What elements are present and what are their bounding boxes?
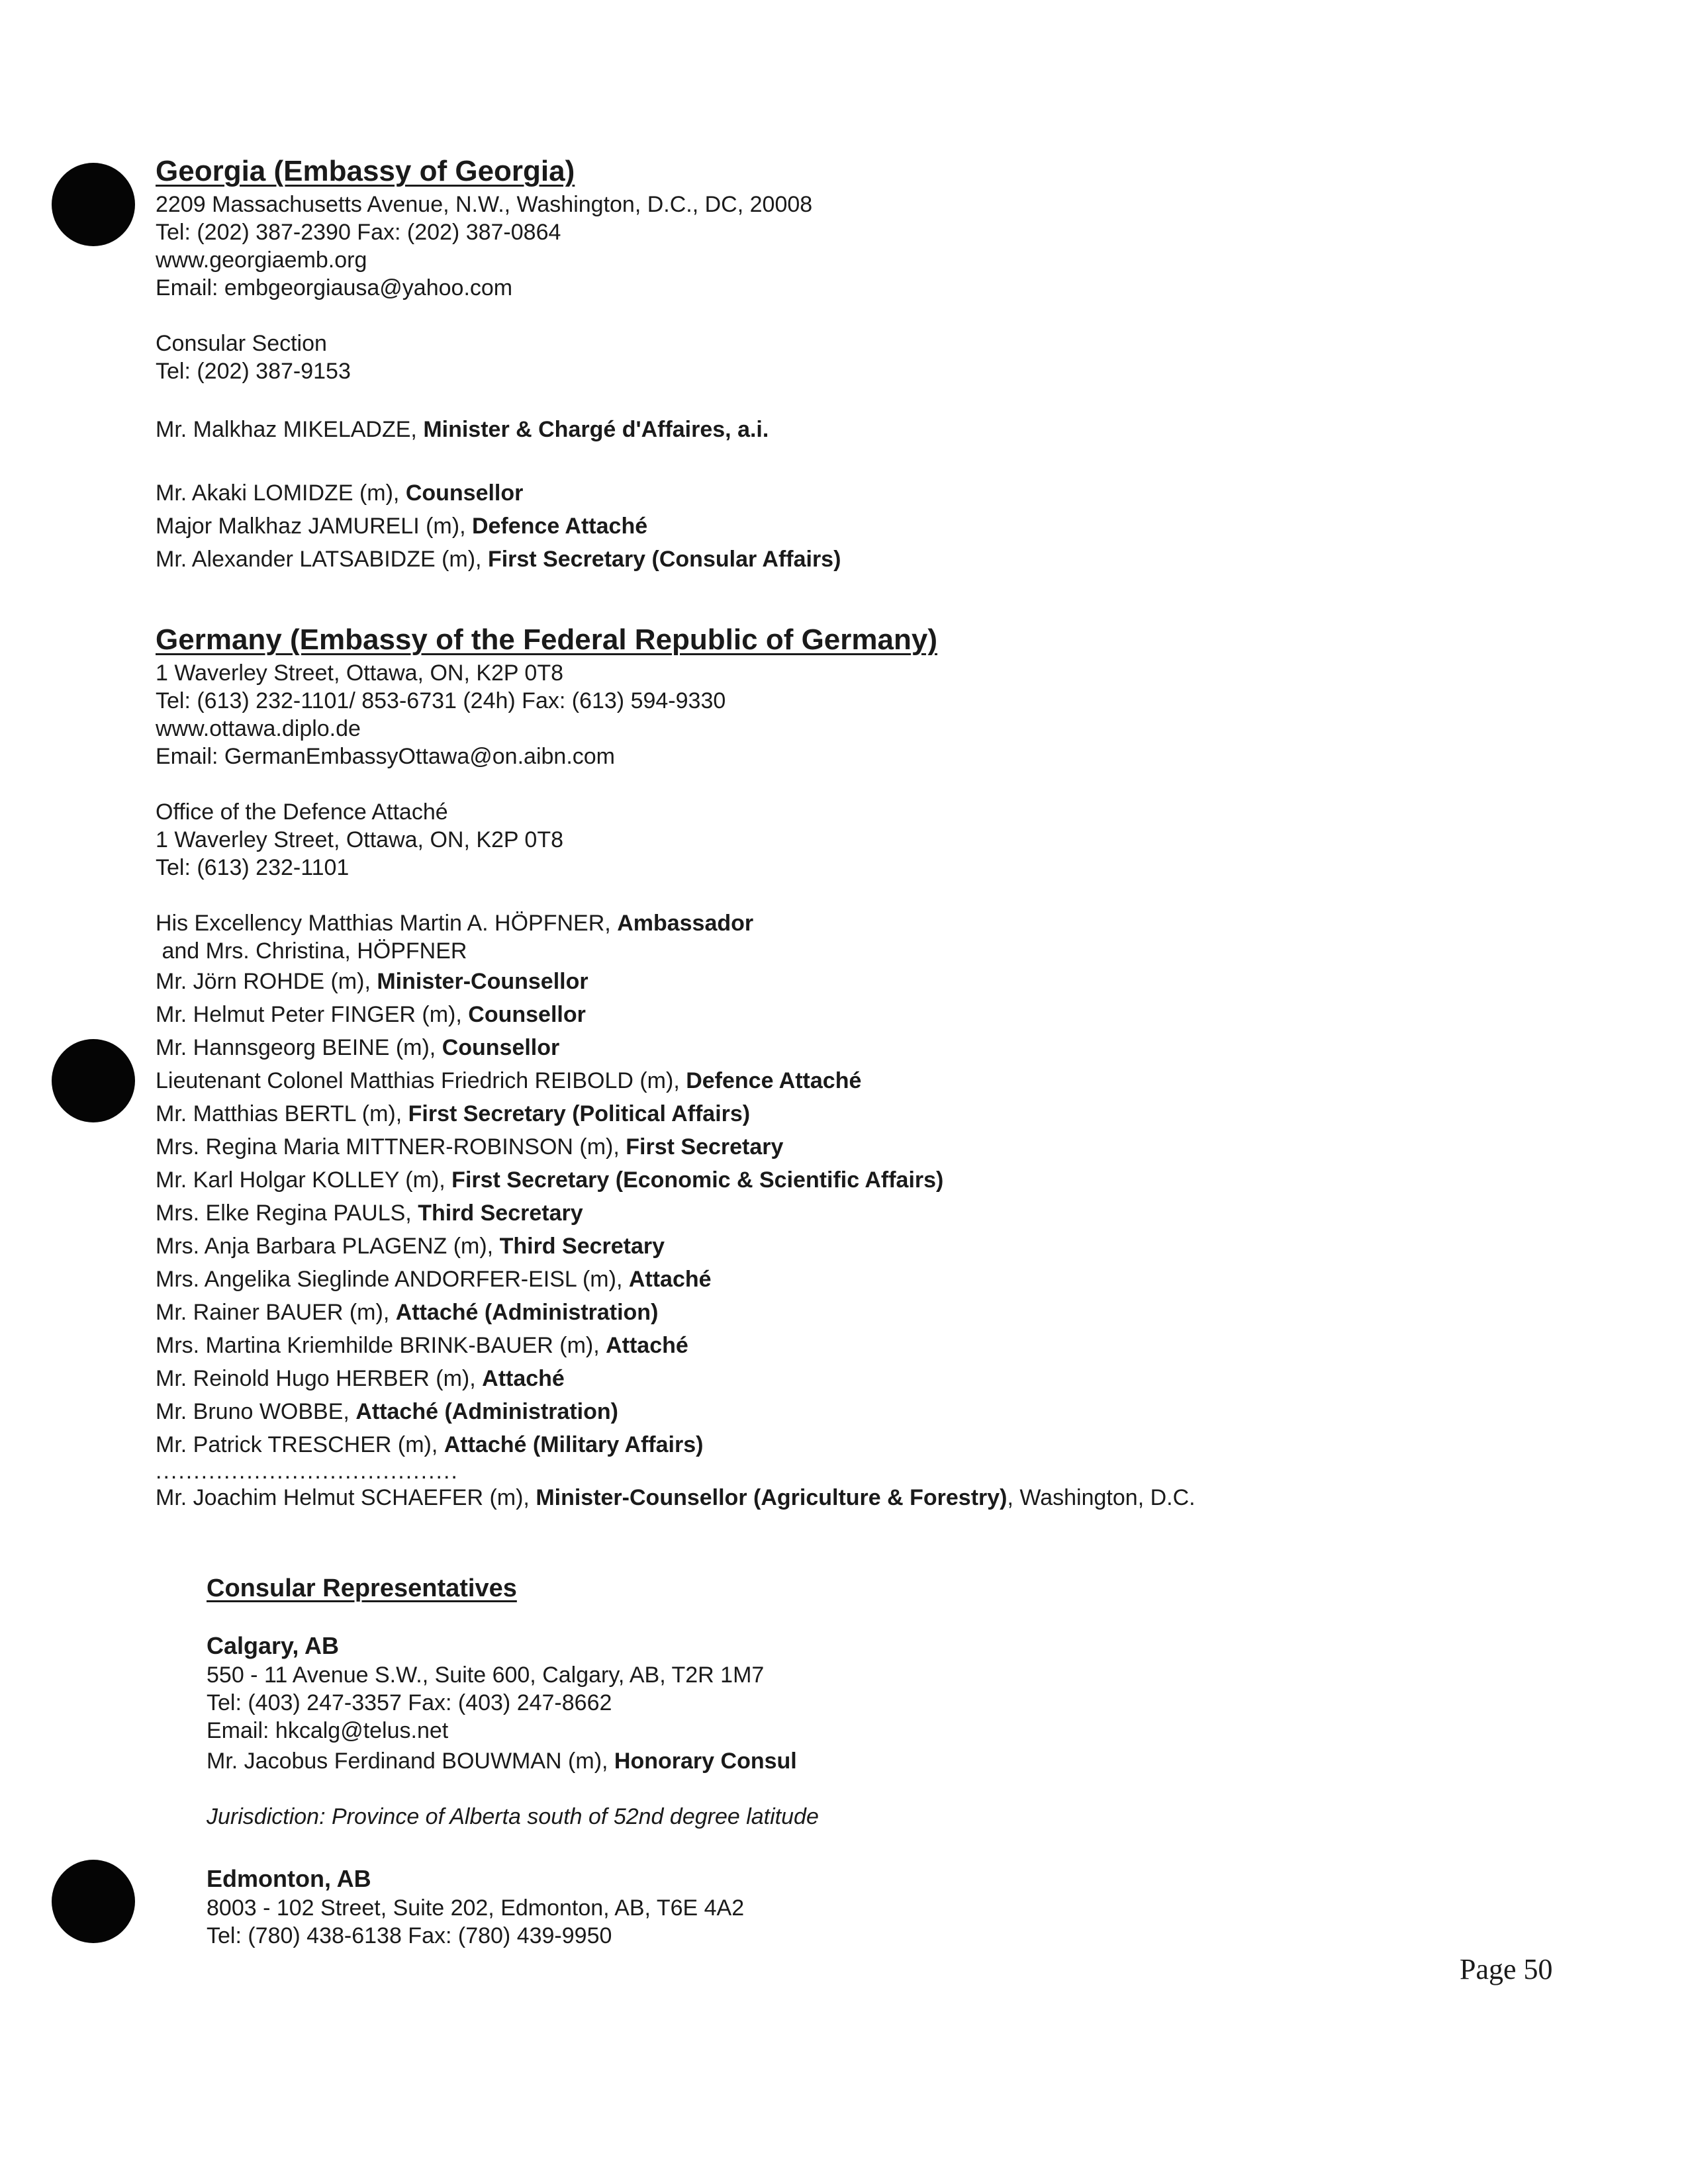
calgary-person: Mr. Jacobus Ferdinand BOUWMAN (m), Honorary Consul bbox=[207, 1749, 797, 1774]
punch-hole-middle bbox=[52, 1039, 135, 1122]
georgia-web: www.georgiaemb.org bbox=[156, 248, 367, 273]
consular-section bbox=[207, 1572, 1597, 1950]
germany-ambassador: His Excellency Matthias Martin A. HÖPFNER, Ambassador bbox=[156, 911, 754, 936]
edmonton-address: 8003 - 102 Street, Suite 202, Edmonton, AB, T6E 4A2 bbox=[207, 1895, 745, 1921]
georgia-email: Email: embgeorgiausa@yahoo.com bbox=[156, 275, 513, 300]
punch-hole-top bbox=[52, 163, 135, 246]
georgia-staff-0: Mr. Akaki LOMIDZE (m), Counsellor bbox=[156, 480, 524, 506]
germany-defence-address: 1 Waverley Street, Ottawa, ON, K2P 0T8 bbox=[156, 827, 564, 852]
edmonton-city: Edmonton, AB bbox=[207, 1865, 371, 1892]
germany-staff-10: Mr. Rainer BAUER (m), Attaché (Administration) bbox=[156, 1300, 659, 1325]
calgary-jurisdiction: Jurisdiction: Province of Alberta south of 52nd degree latitude bbox=[207, 1804, 819, 1829]
calgary-email: Email: hkcalg@telus.net bbox=[207, 1718, 449, 1743]
separator-dots: ........................................ bbox=[156, 1459, 459, 1484]
germany-staff-4: Mr. Matthias BERTL (m), First Secretary (Political Affairs) bbox=[156, 1101, 751, 1126]
germany-staff-12: Mr. Reinold Hugo HERBER (m), Attaché bbox=[156, 1366, 565, 1391]
germany-staff-11: Mrs. Martina Kriemhilde BRINK-BAUER (m), Attaché bbox=[156, 1333, 688, 1358]
germany-staff-2: Mr. Hannsgeorg BEINE (m), Counsellor bbox=[156, 1035, 560, 1060]
georgia-staff-2: Mr. Alexander LATSABIDZE (m), First Secretary (Consular Affairs) bbox=[156, 547, 841, 572]
germany-staff-14: Mr. Patrick TRESCHER (m), Attaché (Military Affairs) bbox=[156, 1432, 704, 1457]
germany-email: Email: GermanEmbassyOttawa@on.aibn.com bbox=[156, 744, 615, 769]
georgia-section bbox=[156, 154, 1546, 576]
georgia-heading: Georgia (Embassy of Georgia) bbox=[156, 155, 575, 187]
georgia-address: 2209 Massachusetts Avenue, N.W., Washington, D.C., DC, 20008 bbox=[156, 192, 813, 217]
georgia-consular-title: Consular Section bbox=[156, 331, 327, 356]
germany-tel: Tel: (613) 232-1101/ 853-6731 (24h) Fax: (613) 594-9330 bbox=[156, 688, 726, 713]
calgary-tel: Tel: (403) 247-3357 Fax: (403) 247-8662 bbox=[207, 1690, 612, 1715]
germany-web: www.ottawa.diplo.de bbox=[156, 716, 361, 741]
edmonton-tel: Tel: (780) 438-6138 Fax: (780) 439-9950 bbox=[207, 1923, 612, 1948]
georgia-staff-1: Major Malkhaz JAMURELI (m), Defence Attaché bbox=[156, 514, 648, 539]
germany-defence-tel: Tel: (613) 232-1101 bbox=[156, 855, 350, 880]
page-number: Page 50 bbox=[1460, 1953, 1553, 1985]
calgary-city: Calgary, AB bbox=[207, 1632, 340, 1659]
germany-heading: Germany (Embassy of the Federal Republic of Germany) bbox=[156, 623, 937, 656]
germany-staff-8: Mrs. Anja Barbara PLAGENZ (m), Third Secretary bbox=[156, 1234, 665, 1259]
germany-staff-3: Lieutenant Colonel Matthias Friedrich REIBOLD (m), Defence Attaché bbox=[156, 1068, 862, 1093]
germany-address: 1 Waverley Street, Ottawa, ON, K2P 0T8 bbox=[156, 660, 564, 686]
georgia-consular-tel: Tel: (202) 387-9153 bbox=[156, 359, 351, 384]
germany-staff-7: Mrs. Elke Regina PAULS, Third Secretary bbox=[156, 1201, 583, 1226]
calgary-address: 550 - 11 Avenue S.W., Suite 600, Calgary, AB, T2R 1M7 bbox=[207, 1662, 765, 1688]
consular-heading: Consular Representatives bbox=[207, 1574, 517, 1602]
germany-defence-office: Office of the Defence Attaché bbox=[156, 799, 448, 825]
georgia-head-person: Mr. Malkhaz MIKELADZE, Minister & Chargé d'Affaires, a.i. bbox=[156, 417, 769, 442]
germany-staff-1: Mr. Helmut Peter FINGER (m), Counsellor bbox=[156, 1002, 586, 1027]
germany-washington-person: Mr. Joachim Helmut SCHAEFER (m), Minister-Counsellor (Agriculture & Forestry), Washington, D.C. bbox=[156, 1485, 1196, 1510]
germany-staff-0: Mr. Jörn ROHDE (m), Minister-Counsellor bbox=[156, 969, 588, 994]
germany-staff-6: Mr. Karl Holgar KOLLEY (m), First Secretary (Economic & Scientific Affairs) bbox=[156, 1167, 944, 1193]
punch-hole-bottom bbox=[52, 1860, 135, 1943]
germany-spouse: and Mrs. Christina, HÖPFNER bbox=[156, 938, 467, 964]
germany-staff-9: Mrs. Angelika Sieglinde ANDORFER-EISL (m), Attaché bbox=[156, 1267, 712, 1292]
germany-staff-13: Mr. Bruno WOBBE, Attaché (Administration) bbox=[156, 1399, 618, 1424]
germany-section bbox=[156, 622, 1546, 1514]
germany-staff-5: Mrs. Regina Maria MITTNER-ROBINSON (m), First Secretary bbox=[156, 1134, 784, 1160]
georgia-tel: Tel: (202) 387-2390 Fax: (202) 387-0864 bbox=[156, 220, 561, 245]
